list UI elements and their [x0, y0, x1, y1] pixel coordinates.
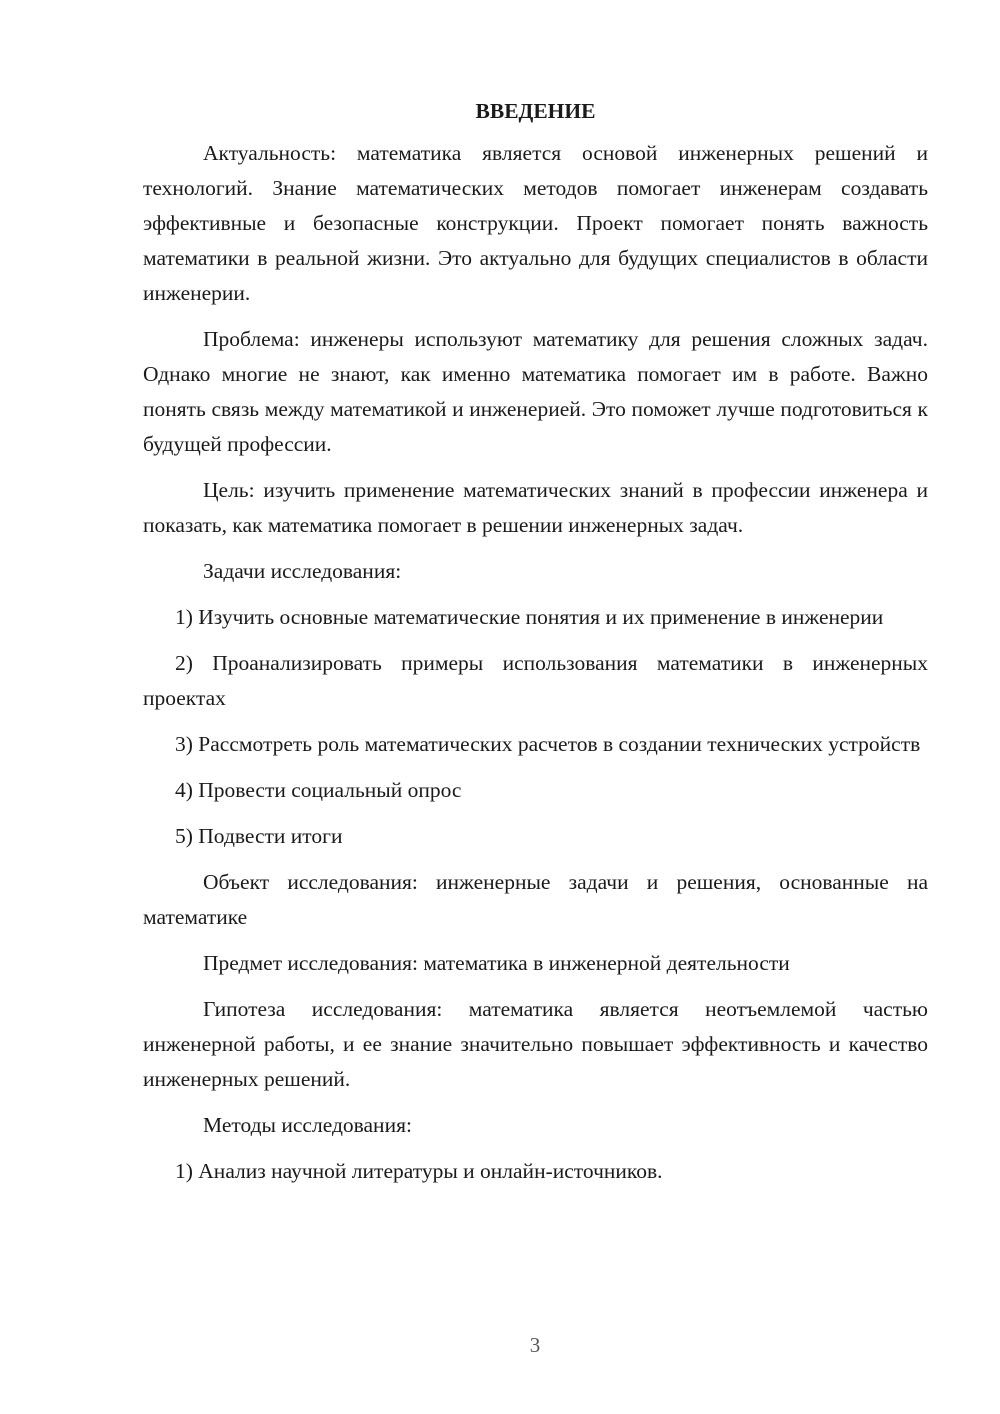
task-item-3: 3) Рассмотреть роль математических расчетов в создании технических устройств: [175, 732, 921, 756]
page-number: 3: [529, 1333, 541, 1357]
document-page: [143, 96, 928, 1200]
hypothesis-paragraph: Гипотеза исследования: математика является неотъемлемой частью инженерной работы, и ее знание значительно повышает эффективность и качество инженерных решений.: [143, 997, 928, 1091]
method-item-1: 1) Анализ научной литературы и онлайн-источников.: [175, 1159, 663, 1183]
task-item-1: 1) Изучить основные математические понятия и их применение в инженерии: [175, 605, 884, 629]
task-item-4: 4) Провести социальный опрос: [175, 778, 462, 802]
page-title: ВВЕДЕНИЕ: [475, 99, 596, 123]
relevance-paragraph: Актуальность: математика является основой инженерных решений и технологий. Знание математических методов помогает инженерам создавать эффективные и безопасные конструкции. Проект помогает понять важность математики в реальной жизни. Это актуально для будущих специалистов в области инженерии.: [143, 141, 928, 305]
tasks-heading: Задачи исследования:: [203, 559, 402, 583]
methods-heading: Методы исследования:: [203, 1113, 412, 1137]
task-item-2: 2) Проанализировать примеры использования математики в инженерных проектах: [143, 651, 928, 710]
goal-paragraph: Цель: изучить применение математических знаний в профессии инженера и показать, как математика помогает в решении инженерных задач.: [143, 478, 928, 537]
object-paragraph: Объект исследования: инженерные задачи и решения, основанные на математике: [143, 870, 928, 929]
subject-paragraph: Предмет исследования: математика в инженерной деятельности: [203, 951, 790, 975]
problem-paragraph: Проблема: инженеры используют математику для решения сложных задач. Однако многие не знают, как именно математика помогает им в работе. Важно понять связь между математикой и инженерией. Это поможет лучше подготовиться к будущей профессии.: [143, 327, 928, 456]
task-item-5: 5) Подвести итоги: [175, 824, 343, 848]
